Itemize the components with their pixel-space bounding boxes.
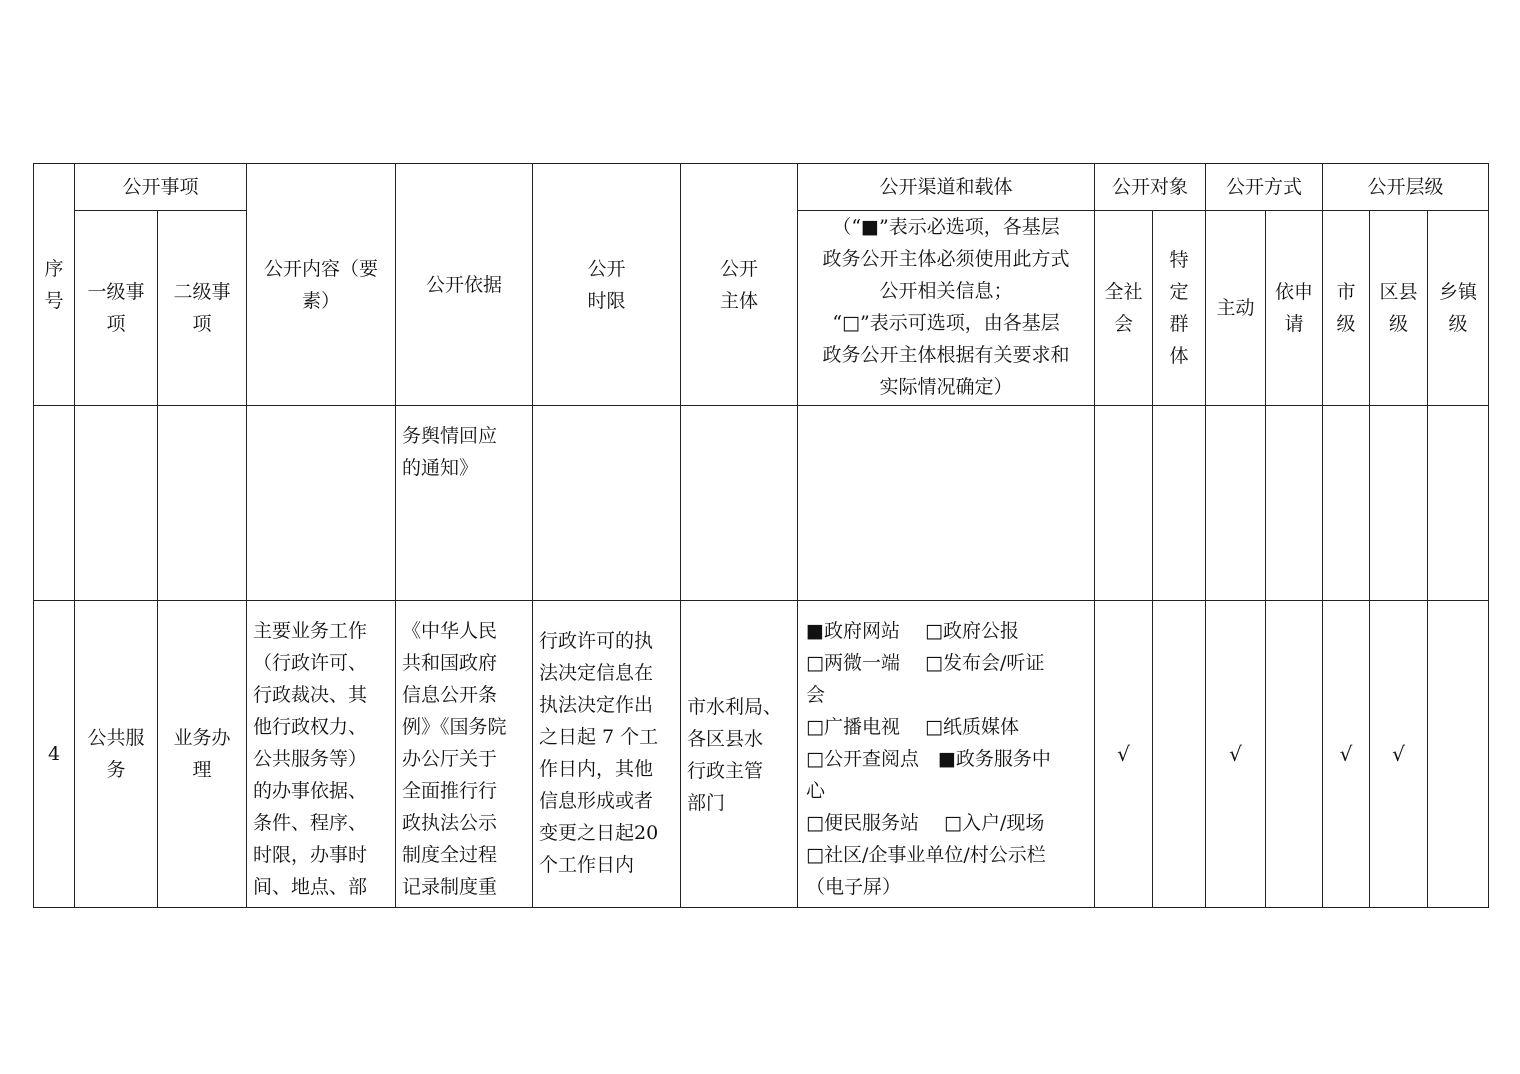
channel-line: 心 xyxy=(806,780,826,802)
channel-line: 会 xyxy=(806,684,826,706)
row4-subject-text: 市水利局、 各区县水 行政主管 部门 xyxy=(687,696,783,814)
header-row-1 xyxy=(34,164,1489,211)
table-row-continued xyxy=(34,406,1489,601)
header-method: 公开方式 xyxy=(1206,164,1323,211)
channel-line: □公开查阅点 ■政务服务中 xyxy=(806,748,1051,770)
header-gongkai-shixiang: 公开事项 xyxy=(75,164,247,211)
header-target: 公开对象 xyxy=(1095,164,1206,211)
cell-time-limit xyxy=(533,406,681,601)
header-target-specific: 特 定 群 体 xyxy=(1153,211,1206,406)
row4-seq: 4 xyxy=(34,601,75,908)
header-level: 公开层级 xyxy=(1323,164,1489,211)
header-level2: 二级事 项 xyxy=(158,211,247,406)
row4-basis-text: 《中华人民 共和国政府 信息公开条 例》《国务院 办公厅关于 全面推行行 政执法公示 制度全过程 记录制度重 xyxy=(402,620,507,898)
header-seq: 序 号 xyxy=(34,164,75,406)
header-time-limit: 公开 时限 xyxy=(533,164,681,406)
header-level-county: 区县 级 xyxy=(1370,211,1428,406)
row4-target-specific xyxy=(1153,601,1206,908)
channel-line: □便民服务站 □入户/现场 xyxy=(806,812,1045,834)
header-channel-title: 公开渠道和载体 xyxy=(798,164,1095,211)
cell-channels xyxy=(798,406,1095,601)
row4-time-limit-text: 行政许可的执 法决定信息在 执法决定作出 之日起 7 个工 作日内，其他 信息形成或者 变更之日起20 个工作日内 xyxy=(539,630,659,876)
channel-line: □广播电视 □纸质媒体 xyxy=(806,716,1019,738)
cell-content xyxy=(247,406,396,601)
cell-method-request xyxy=(1266,406,1323,601)
row4-content xyxy=(247,601,396,908)
channel-line: □社区/企事业单位/村公示栏 xyxy=(806,844,1046,866)
row4-method-active: √ xyxy=(1206,601,1266,908)
header-basis: 公开依据 xyxy=(396,164,533,406)
header-level-town: 乡镇 级 xyxy=(1428,211,1489,406)
row4-level-town xyxy=(1428,601,1489,908)
row4-level-city: √ xyxy=(1323,601,1370,908)
cell-basis xyxy=(396,406,533,601)
cell-level-county xyxy=(1370,406,1428,601)
cell-level-town xyxy=(1428,406,1489,601)
cell-level1 xyxy=(75,406,158,601)
row4-target-all: √ xyxy=(1095,601,1153,908)
header-method-active: 主动 xyxy=(1206,211,1266,406)
basis-text-continued: 务舆情回应 的通知》 xyxy=(402,425,498,479)
channel-line: ■政府网站 □政府公报 xyxy=(806,620,1019,642)
row4-level-county: √ xyxy=(1370,601,1428,908)
channel-line: □两微一端 □发布会/听证 xyxy=(806,652,1045,674)
row4-time-limit xyxy=(533,601,681,908)
row4-method-request xyxy=(1266,601,1323,908)
channel-line: （电子屏） xyxy=(806,876,902,898)
header-target-all: 全社 会 xyxy=(1095,211,1153,406)
header-content: 公开内容（要 素） xyxy=(247,164,396,406)
header-subject: 公开 主体 xyxy=(681,164,798,406)
cell-target-all xyxy=(1095,406,1153,601)
cell-seq xyxy=(34,406,75,601)
cell-target-specific xyxy=(1153,406,1206,601)
row4-basis xyxy=(396,601,533,908)
header-channel-note: （“■”表示必选项，各基层 政务公开主体必须使用此方式 公开相关信息； “□”表示可选项，由各基层 政务公开主体根据有关要求和 实际情况确定） xyxy=(798,211,1095,406)
row4-level1: 公共服 务 xyxy=(75,601,158,908)
cell-level-city xyxy=(1323,406,1370,601)
row4-content-text: 主要业务工作 （行政许可、 行政裁决、其 他行政权力、 公共服务等） 的办事依据、 条件、程序、 时限，办事时 间、地点、部 xyxy=(253,620,368,898)
header-level1: 一级事 项 xyxy=(75,211,158,406)
row4-subject xyxy=(681,601,798,908)
table-row-4 xyxy=(34,601,1489,908)
header-level-city: 市 级 xyxy=(1323,211,1370,406)
disclosure-table xyxy=(33,163,1489,908)
row4-level2: 业务办 理 xyxy=(158,601,247,908)
cell-method-active xyxy=(1206,406,1266,601)
cell-subject xyxy=(681,406,798,601)
row4-channels xyxy=(798,601,1095,908)
cell-level2 xyxy=(158,406,247,601)
header-method-request: 依申 请 xyxy=(1266,211,1323,406)
